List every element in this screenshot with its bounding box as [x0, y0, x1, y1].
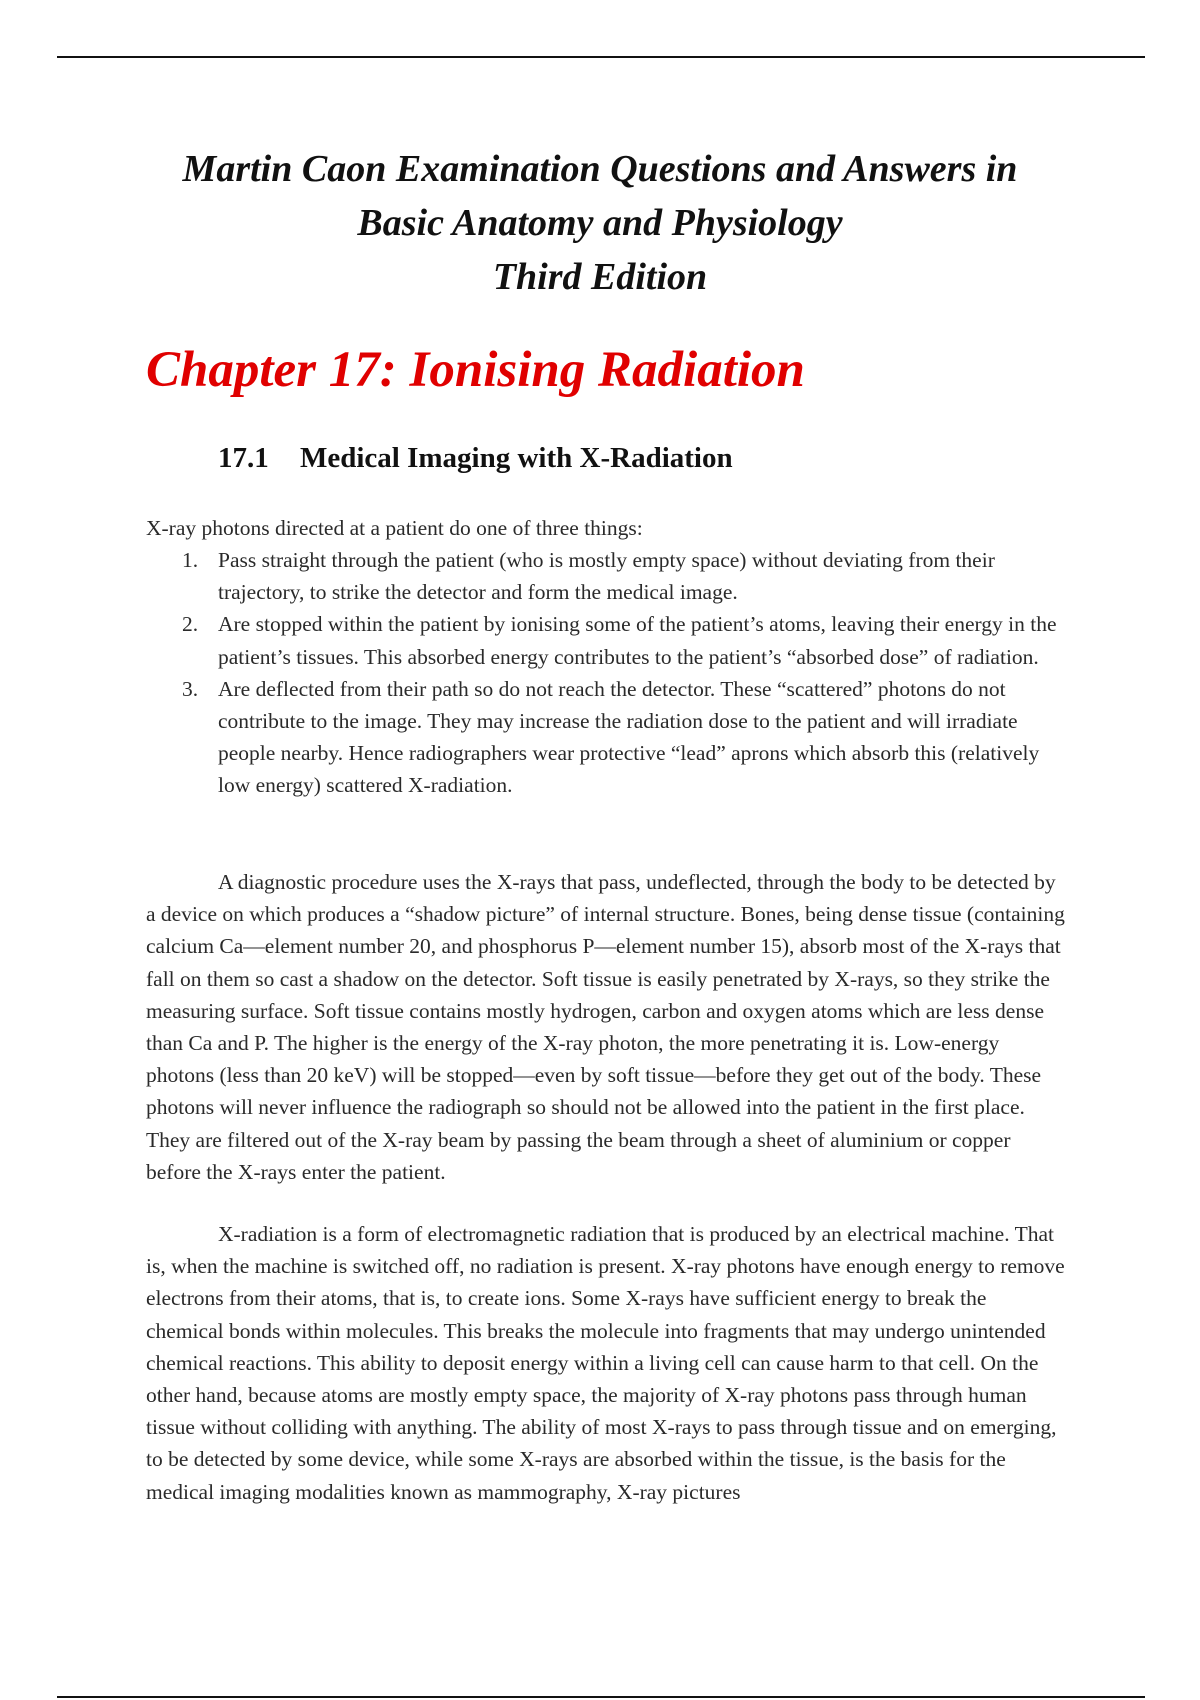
book-title-line-2: Basic Anatomy and Physiology — [357, 202, 843, 244]
book-title-line-3: Third Edition — [492, 256, 708, 298]
list-item — [146, 544, 1066, 608]
body-paragraph: A diagnostic procedure uses the X-rays that pass, undeflected, through the body to be detected by a device on which produces a “shadow picture” of internal structure. Bones, being dense tissue (containing calcium Ca—element number 20, and phosphorus P—element number 15), absorb most of the X-rays that fall on them so cast a shadow on the detector. Soft tissue is easily penetrated by X-rays, so they strike the measuring surface. Soft tissue contains mostly hydrogen, carbon and oxygen atoms which are less dense than Ca and P. The higher is the energy of the X-ray photon, the more penetrating it is. Low-energy photons (less than 20 keV) will be stopped—even by soft tissue—before they get out of the body. These photons will never influence the radiograph so should not be allowed into the patient in the first place. They are filtered out of the X-ray beam by passing the beam through a sheet of aluminium or copper before the X-rays enter the patient. — [146, 870, 1065, 1184]
list-item-marker: 1. — [182, 548, 199, 572]
intro-text: X-ray photons directed at a patient do one of three things: — [146, 516, 643, 540]
list-item — [146, 608, 1066, 672]
book-title — [100, 142, 1100, 304]
bottom-rule — [57, 1696, 1145, 1698]
body-paragraph-2-block — [146, 1218, 1066, 1508]
body-paragraph-1-block — [146, 866, 1066, 1188]
section-heading — [218, 438, 733, 478]
section-number: 17.1 — [218, 442, 269, 474]
numbered-list — [146, 544, 1066, 802]
list-item — [146, 673, 1066, 802]
chapter-title: Chapter 17: Ionising Radiation — [146, 342, 805, 398]
section-title: Medical Imaging with X-Radiation — [300, 442, 733, 474]
book-title-line-1: Martin Caon Examination Questions and Answers in — [182, 148, 1018, 190]
list-item-marker: 3. — [182, 676, 199, 701]
list-item-text: Pass straight through the patient (who is mostly empty space) without deviating from their trajectory, to strike the detector and form the medical image. — [218, 548, 995, 605]
list-item-text: Are stopped within the patient by ionising some of the patient’s atoms, leaving their energy in the patient’s tissues. This absorbed energy contributes to the patient’s “absorbed dose” of radiation. — [218, 612, 1057, 669]
list-item-text: Are deflected from their path so do not reach the detector. These “scattered” photons do not contribute to the image. They may increase the radiation dose to the patient and will irradiate people nearby. Hence radiographers wear protective “lead” aprons which absorb this (relatively low energy) scattered X-radiation. — [218, 676, 1040, 798]
body-paragraph: X-radiation is a form of electromagnetic radiation that is produced by an electrical machine. That is, when the machine is switched off, no radiation is present. X-ray photons have enough energy to remove electrons from their atoms, that is, to create ions. Some X-rays have sufficient energy to break the chemical bonds within molecules. This breaks the molecule into fragments that may undergo unintended chemical reactions. This ability to deposit energy within a living cell can cause harm to that cell. On the other hand, because atoms are mostly empty space, the majority of X-ray photons pass through human tissue without colliding with anything. The ability of most X-rays to pass through tissue and on emerging, to be detected by some device, while some X-rays are absorbed within the tissue, is the basis for the medical imaging modalities known as mammography, X-ray pictures — [146, 1222, 1065, 1504]
list-item-marker: 2. — [182, 612, 199, 637]
top-rule — [57, 56, 1145, 58]
